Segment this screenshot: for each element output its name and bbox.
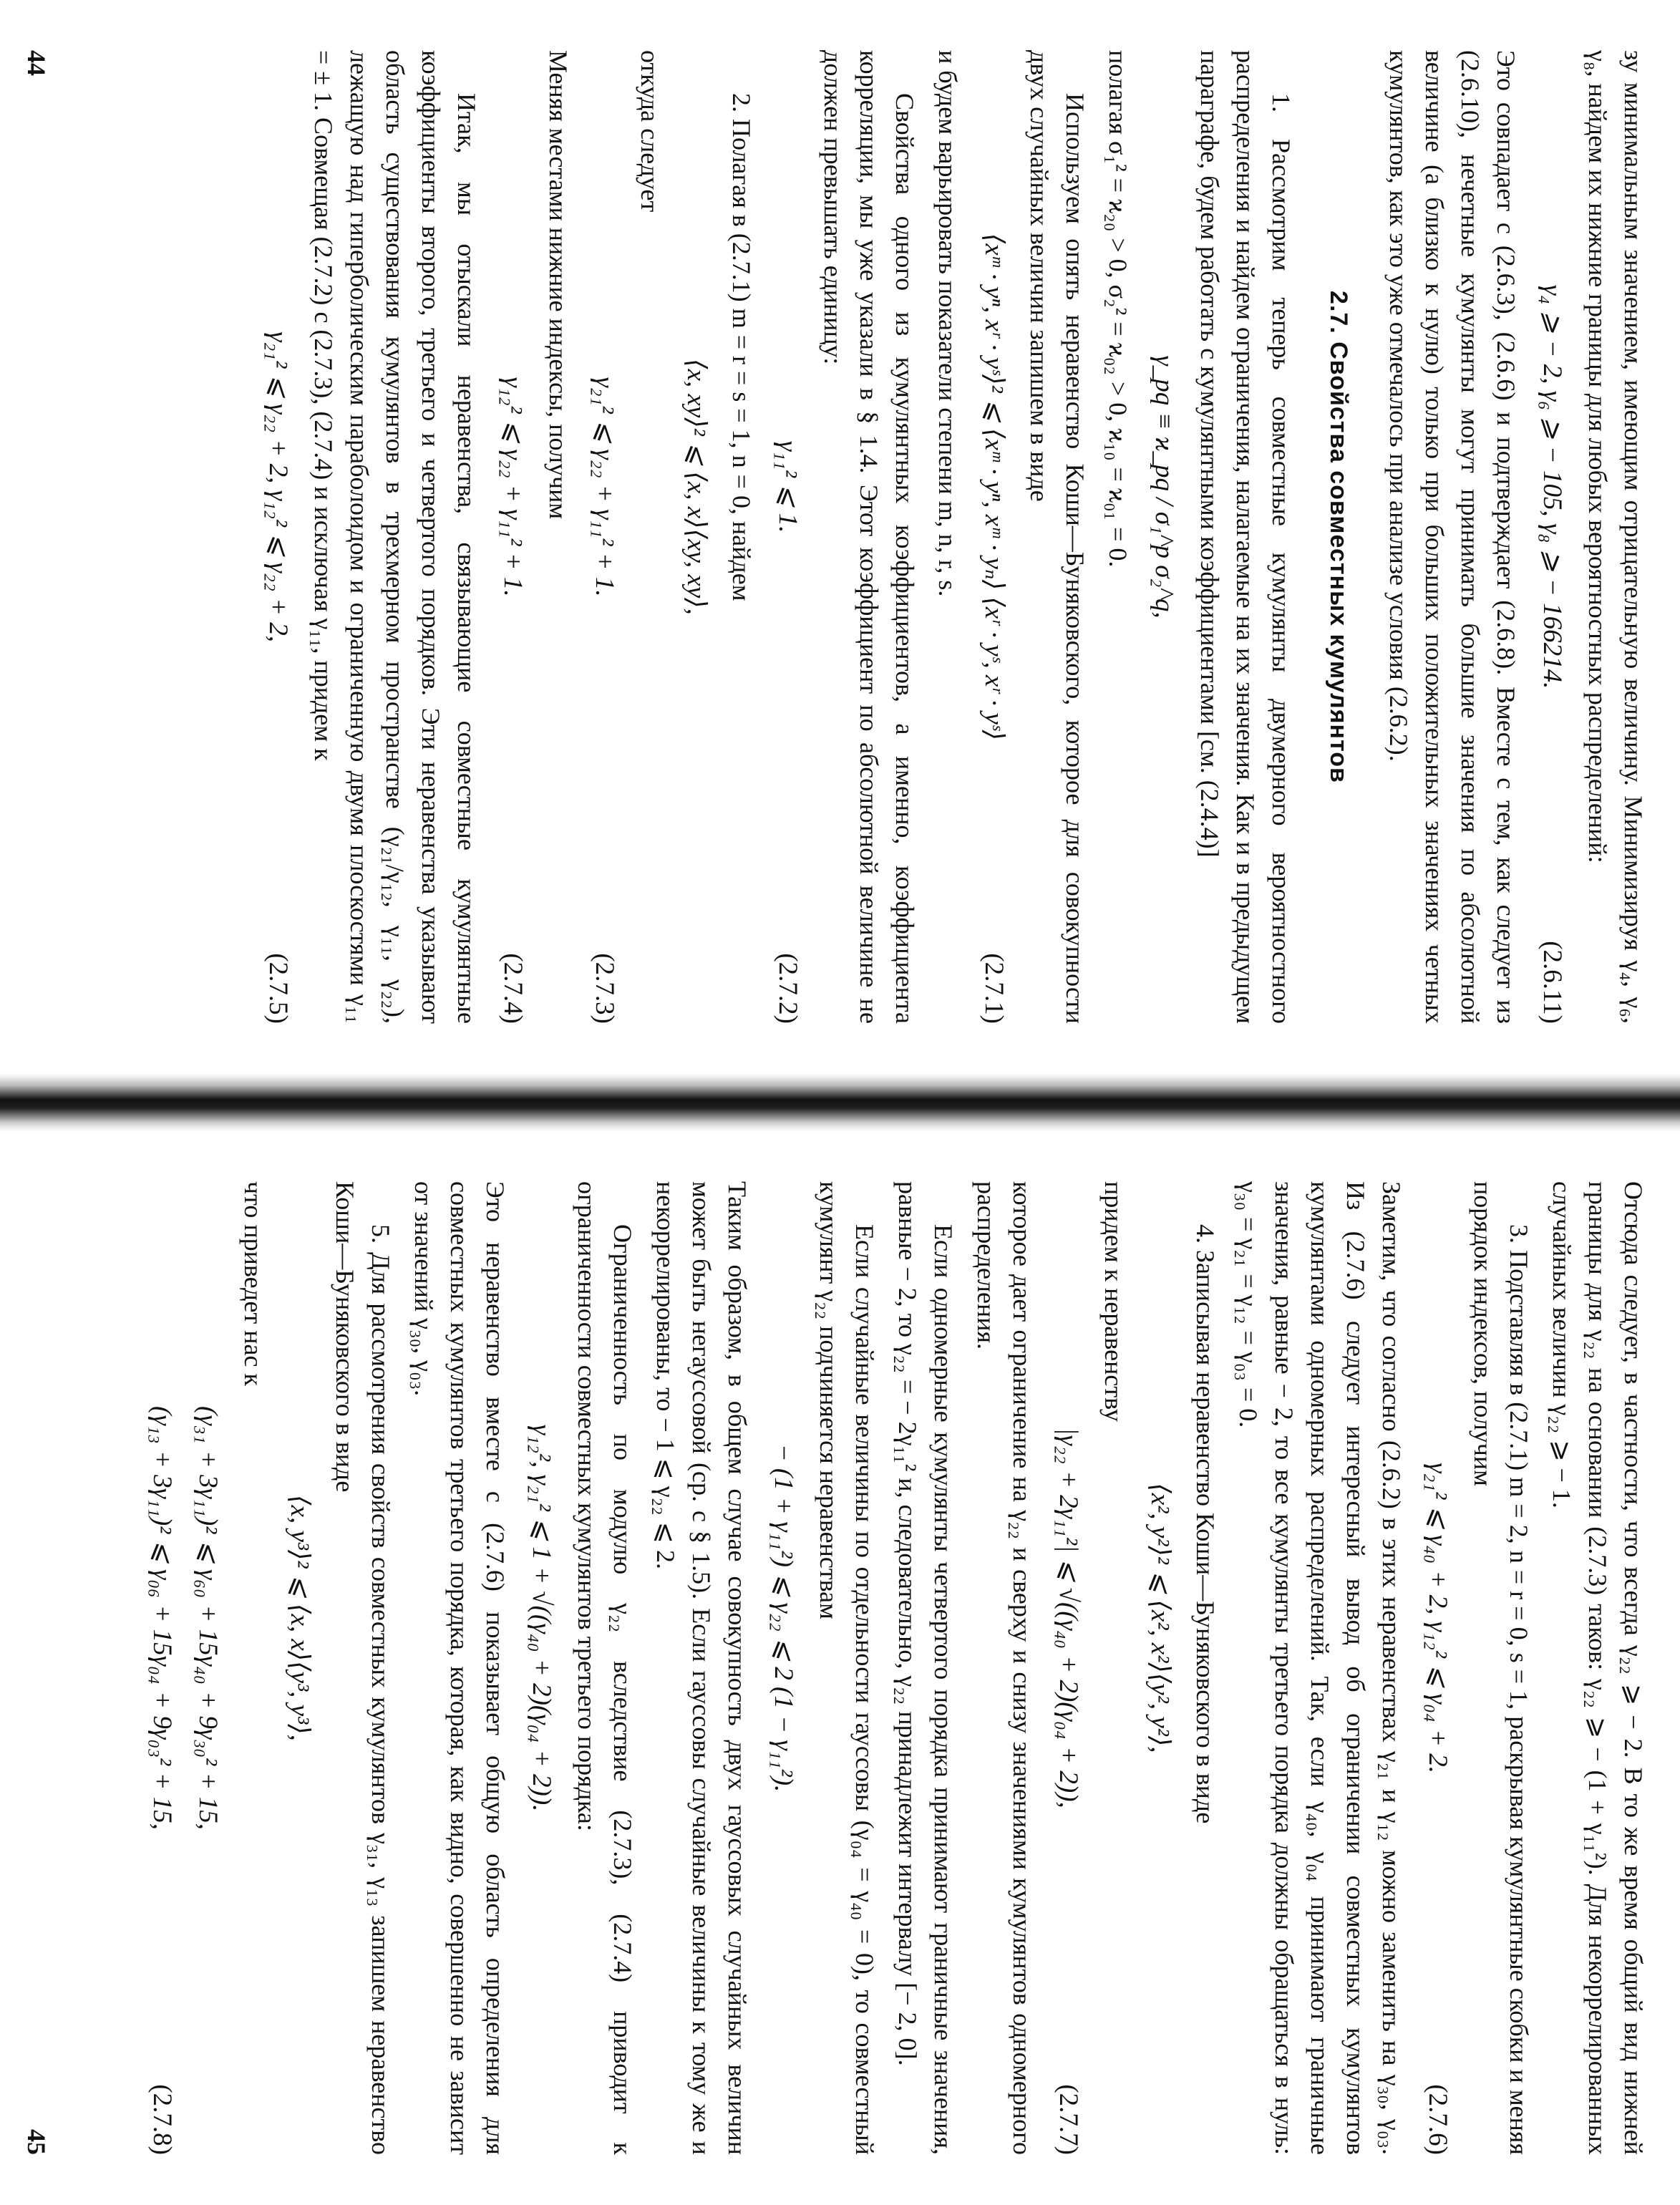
page-number: 44: [22, 50, 51, 76]
page-45-text: [134, 1181, 1651, 2155]
equation-expression: γ_pq ≡ ϰ_pq / σ₁^p σ₂^q,: [1150, 355, 1179, 619]
equation-expression: |γ₂₂ + 2γ₁₁²| ⩽ √((γ₄₀ + 2)(γ₀₄ + 2)),: [1054, 1428, 1083, 1808]
paragraph: 2. Полагая в (2.7.1) m = r = s = 1, n = 0, найдем: [727, 93, 756, 601]
equation: [1142, 1181, 1178, 2155]
equation: [586, 50, 622, 1024]
paragraph: придем к неравенству: [1099, 1181, 1128, 1422]
paragraph: 4. Записывая неравенство Коши—Буняковского в виде: [1191, 1224, 1220, 1824]
equation: [678, 50, 714, 1024]
equation-number: (2.7.5): [263, 953, 293, 1024]
page-44: [0, 0, 1680, 1074]
equation: [144, 1181, 180, 2155]
paragraph: Таким образом, в общем случае совокупность двух гауссовых случайных величин может быть негауссовой (ср. с § 1.5). Если гауссовы случайные величины к тому же и некоррелированы, то − 1 ⩽ γ₂₂ ⩽ 2.: [651, 1181, 752, 2155]
paragraph: Ограниченность по модулю γ₂₂ вследствие (2.7.3), (2.7.4) приводит к ограниченности совместных кумулянтов третьего порядка:: [573, 1181, 637, 2155]
equation-number: (2.7.6): [1423, 2084, 1452, 2155]
equation-expression: γ₂₁² ⩽ γ₂₂ + γ₁₁² + 1.: [590, 377, 619, 597]
equation-number: (2.7.4): [498, 953, 528, 1024]
equation-expression: ⟨x, y³⟩² ⩽ ⟨x, x⟩⟨y³, y³⟩,: [285, 1495, 314, 1741]
equation-number: (2.7.3): [590, 953, 619, 1024]
equation-number: (2.7.1): [979, 953, 1009, 1024]
book-gutter-shadow: [0, 1074, 1680, 1131]
page-number: 45: [22, 2129, 51, 2155]
paragraph: которое дает ограничение на γ₂₂ и сверху и снизу значениями кумулянтов одномерного распределения.: [972, 1181, 1036, 2155]
equation: [1050, 1181, 1086, 2155]
equation: [769, 50, 805, 1024]
equation: [281, 1181, 317, 2155]
page-44-text: [250, 50, 1651, 1024]
equation: [976, 50, 1011, 1024]
equation: [523, 1181, 559, 2155]
section-title: 2.7. Свойства совместных кумулянтов: [1325, 291, 1352, 783]
equation: [260, 50, 296, 1024]
equation-expression: (γ₁₃ + 3γ₁₁)² ⩽ γ₀₆ + 15γ₀₄ + 9γ₀₃² + 15,: [147, 1406, 177, 1830]
equation: [190, 1181, 225, 2155]
equation-expression: γ₁₁² ⩽ 1.: [773, 440, 802, 533]
paragraph: откуда следует: [636, 50, 664, 213]
equation-expression: ⟨x, xy⟩² ⩽ ⟨x, x⟩⟨xy, xy⟩,: [681, 359, 711, 615]
paragraph: 1. Рассмотрим теперь совместные кумулянты двумерного вероятностного распределения и найдем ограничения, налагаемые на их значения. Как и в предыдущем параграфе, будем работать с кумулянтными коэффициентами [см. (2.4.4)]: [1195, 50, 1296, 1024]
equation-expression: (γ₃₁ + 3γ₁₁)² ⩽ γ₆₀ + 15γ₄₀ + 9γ₃₀² + 15,: [193, 1406, 223, 1830]
paragraph: Это совпадает с (2.6.3), (2.6.6) и подтверждает (2.6.8). Вместе с тем, как следует из (2.6.10), нечетные кумулянты могут принимать большие значения по абсолютной величине (а близко к нулю) только при больших положительных значениях четных кумулянтов, как это уже отмечалось при анализе условия (2.6.2).: [1384, 50, 1520, 1024]
equation: [765, 1181, 801, 2155]
equation: [495, 50, 530, 1024]
paragraph: и будем варьировать показатели степени m, n, r, s.: [933, 50, 962, 597]
paragraph: Меняя местами нижние индексы, получим: [544, 50, 573, 520]
paragraph: полагая σ₁² = ϰ₂₀ > 0, σ₂² = ϰ₀₂ > 0, ϰ₁₀ = ϰ₀₁ = 0.: [1104, 50, 1132, 568]
equation-expression: γ₂₁² ⩽ γ₄₀ + 2, γ₁₂² ⩽ γ₀₄ + 2.: [1423, 1462, 1452, 1774]
equation-number: (2.7.2): [773, 953, 802, 1024]
equation: [1146, 50, 1182, 1024]
equation-expression: γ₂₁² ⩽ γ₂₂ + 2, γ₁₂² ⩽ γ₂₂ + 2,: [263, 331, 293, 643]
paragraph: Если одномерные кумулянты четвертого порядка принимают граничные значения, равные − 2, то γ₂₂ = − 2γ₁₁² и, следовательно, γ₂₂ принадлежит интервалу [− 2, 0].: [893, 1181, 958, 2155]
paragraph: 5. Для рассмотрения свойств совместных кумулянтов γ₃₁, γ₁₃ запишем неравенство Коши—Буняковского в виде: [331, 1181, 395, 2155]
equation-number: (2.6.11): [1538, 941, 1567, 1024]
equation-expression: ⟨x², y²⟩² ⩽ ⟨x², x²⟩⟨y², y²⟩,: [1145, 1483, 1175, 1753]
paragraph: Заметим, что согласно (2.6.2) в этих неравенствах γ₂₁ и γ₁₂ можно заменить на γ₃₀, γ₀₃. Из (2.7.6) следует интересный вывод об ограничении совместных кумулянтов кумулянтами одномерных распределений. Так, если γ₄₀, γ₀₄ принимают граничные значения, равные − 2, то все кумулянты третьего порядка должны обращаться в нуль: γ₃₀ = γ₂₁ = γ₁₂ = γ₀₃ = 0.: [1234, 1181, 1406, 2155]
equation-number: (2.7.7): [1054, 2084, 1083, 2155]
paragraph: 3. Подставляя в (2.7.1) m = 2, n = r = 0, s = 1, раскрывая кумулянтные скобки и меняя порядок индексов, получим: [1469, 1181, 1533, 2155]
equation-expression: − (1 + γ₁₁²) ⩽ γ₂₂ ⩽ 2 (1 − γ₁₁²).: [769, 1443, 798, 1793]
paragraph: Если случайные величины по отдельности гауссовы (γ₀₄ = γ₄₀ = 0), то совместный кумулянт γ₂₂ подчиняется неравенствам: [815, 1181, 879, 2155]
equation-expression: γ₄ ⩾ − 2, γ₆ ⩾ − 105, γ₈ ⩾ − 166214.: [1538, 284, 1567, 689]
equation: [1534, 50, 1570, 1024]
equation-number: (2.7.8): [147, 2084, 177, 2155]
paragraph: зу минимальным значением, имеющим отрицательную величину. Минимизируя γ₄, γ₆, γ₈, найдем их нижние границы для любых вероятностных распределений:: [1583, 50, 1648, 1024]
page-45: [0, 1131, 1680, 2205]
paragraph: Используем опять неравенство Коши—Буняковского, которое для совокупности двух случайных величин запишем в виде: [1025, 50, 1089, 1024]
paragraph: что приведет нас к: [239, 1181, 268, 1386]
paragraph: Свойства одного из кумулянтных коэффициентов, а именно, коэффициента корреляции, мы уже указали в § 1.4. Этот коэффициент по абсолютной величине не должен превышать единицу:: [819, 50, 919, 1024]
equation: [1419, 1181, 1455, 2155]
equation-expression: γ₁₂² ⩽ γ₂₂ + γ₁₁² + 1.: [498, 377, 528, 597]
equation-expression: γ₁₂², γ₂₁² ⩽ 1 + √((γ₄₀ + 2)(γ₀₄ + 2)).: [527, 1424, 556, 1812]
paragraph: Это неравенство вместе с (2.7.6) показывает общую область определения для совместных кумулянтов третьего порядка, которая, как видно, совершенно не зависит от значений γ₃₀, γ₀₃.: [409, 1181, 510, 2155]
paragraph: Отсюда следует, в частности, что всегда γ₂₂ ⩾ − 2. В то же время общий вид нижней границы для γ₂₂ на основании (2.7.3) таков: γ₂₂ ⩾ − (1 + γ₁₁²). Для некоррелированных случайных величин γ₂₂ ⩾ − 1.: [1548, 1181, 1648, 2155]
equation-expression: ⟨xᵐ · yⁿ, xʳ · yˢ⟩² ⩽ ⟨xᵐ · yⁿ, xᵐ · yₙ⟩ ⟨xʳ · yˢ, xʳ · yˢ⟩: [979, 233, 1009, 741]
paragraph: Итак, мы отыскали неравенства, связывающие совместные кумулянтные коэффициенты второго, третьего и четвертого порядков. Эти неравенства указывают область существования кумулянтов в трехмерном пространстве (γ₂₁/γ₁₂, γ₁₁, γ₂₂), лежащую над гиперболическим параболоидом и ограниченную двумя плоскостями γ₁₁ = ± 1. Совмещая (2.7.2) с (2.7.3), (2.7.4) и исключая γ₁₁, придем к: [309, 50, 481, 1024]
